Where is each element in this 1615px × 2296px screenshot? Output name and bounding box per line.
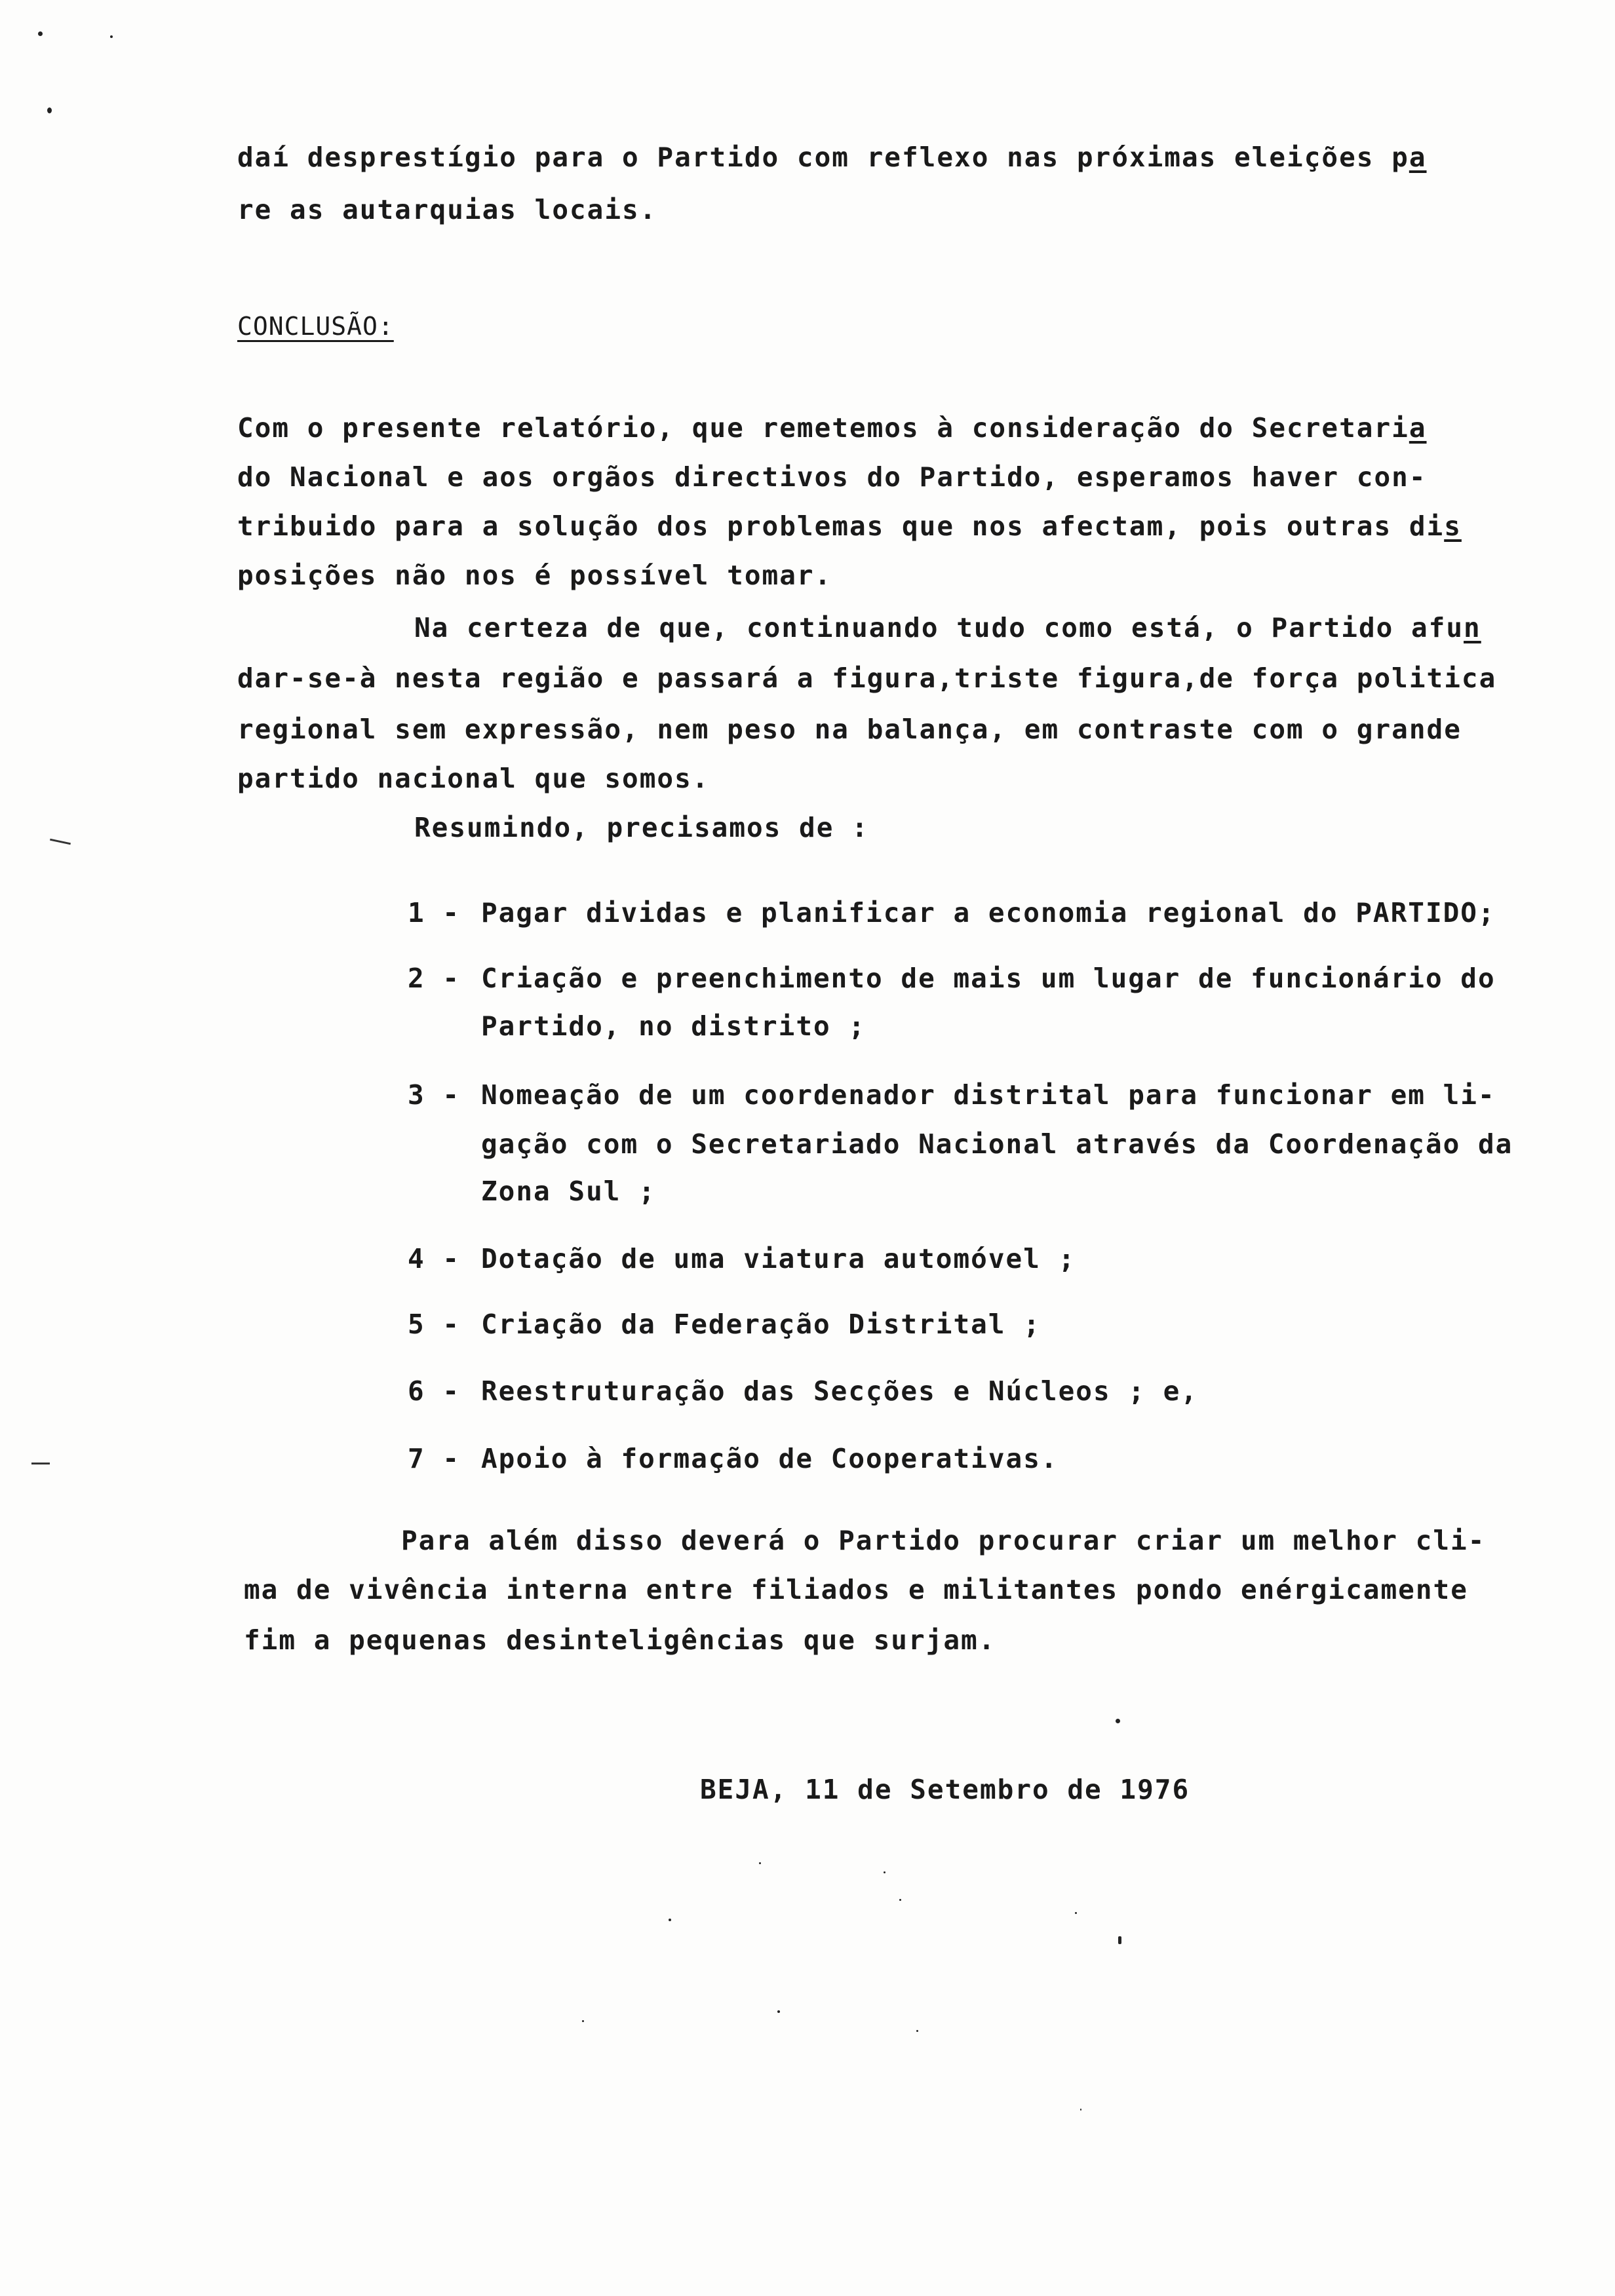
list-item-text: Partido, no distrito ; [481, 1010, 866, 1042]
conclusion-heading: CONCLUSÃO: [237, 312, 394, 341]
paragraph-2-line-4: partido nacional que somos. [237, 763, 710, 794]
closing-line-2: ma de vivência interna entre filiados e militantes pondo enérgicamente [244, 1574, 1468, 1605]
scan-speck [669, 1919, 671, 1921]
scan-speck [916, 2030, 918, 2032]
closing-line-3: fim a pequenas desinteligências que surjam. [244, 1624, 996, 1656]
scan-speck [47, 107, 52, 113]
paragraph-2-line-2: dar-se-à nesta região e passará a figura,triste figura,de força politica [237, 662, 1497, 694]
scan-mark [50, 839, 71, 845]
scan-speck [582, 2020, 584, 2022]
list-item-text: Criação da Federação Distrital ; [481, 1309, 1041, 1340]
paragraph-1-line-1: Com o presente relatório, que remetemos à consideração do Secretaria [237, 412, 1427, 444]
list-item-text: Zona Sul ; [481, 1176, 656, 1207]
scan-speck [777, 2010, 780, 2013]
list-item-number: 3 - [408, 1079, 461, 1111]
closing-line-1: Para além disso deverá o Partido procurar criar um melhor cli- [401, 1525, 1486, 1556]
scan-mark [31, 1463, 50, 1464]
scan-speck [899, 1899, 901, 1901]
scan-speck [1116, 1719, 1120, 1723]
list-item-text: Nomeação de um coordenador distrital para funcionar em li- [481, 1079, 1496, 1111]
list-item-number: 1 - [408, 897, 461, 928]
list-item-text: Pagar dividas e planificar a economia regional do PARTIDO; [481, 897, 1496, 928]
list-item-text: Dotação de uma viatura automóvel ; [481, 1243, 1076, 1274]
summary-intro: Resumindo, precisamos de : [414, 812, 869, 843]
list-item-number: 4 - [408, 1243, 461, 1274]
paragraph-1-line-3: tribuido para a solução dos problemas que nos afectam, pois outras dis [237, 510, 1462, 542]
list-item-number: 2 - [408, 963, 461, 994]
list-item-text: Apoio à formação de Cooperativas. [481, 1443, 1059, 1474]
paragraph-2-line-3: regional sem expressão, nem peso na balança, em contraste com o grande [237, 714, 1462, 745]
list-item-number: 5 - [408, 1309, 461, 1340]
scan-speck [759, 1862, 761, 1864]
scan-speck [1080, 2109, 1081, 2111]
scan-speck [38, 31, 43, 36]
scan-speck [884, 1871, 885, 1873]
list-item-text: Reestruturação das Secções e Núcleos ; e, [481, 1375, 1199, 1407]
scan-speck [1118, 1936, 1121, 1944]
intro-line-2: re as autarquias locais. [237, 194, 657, 225]
scan-speck [110, 35, 113, 38]
place-date: BEJA, 11 de Setembro de 1976 [700, 1774, 1190, 1805]
list-item-number: 7 - [408, 1443, 461, 1474]
paragraph-1-line-4: posições não nos é possível tomar. [237, 560, 832, 591]
intro-line-1: daí desprestígio para o Partido com reflexo nas próximas eleições pa [237, 142, 1427, 173]
list-item-text: gação com o Secretariado Nacional através da Coordenação da [481, 1128, 1513, 1160]
paragraph-1-line-2: do Nacional e aos orgãos directivos do Partido, esperamos haver con- [237, 461, 1427, 493]
scan-speck [1075, 1912, 1077, 1914]
list-item-number: 6 - [408, 1375, 461, 1407]
paragraph-2-line-1: Na certeza de que, continuando tudo como está, o Partido afun [414, 612, 1481, 643]
list-item-text: Criação e preenchimento de mais um lugar de funcionário do [481, 963, 1496, 994]
